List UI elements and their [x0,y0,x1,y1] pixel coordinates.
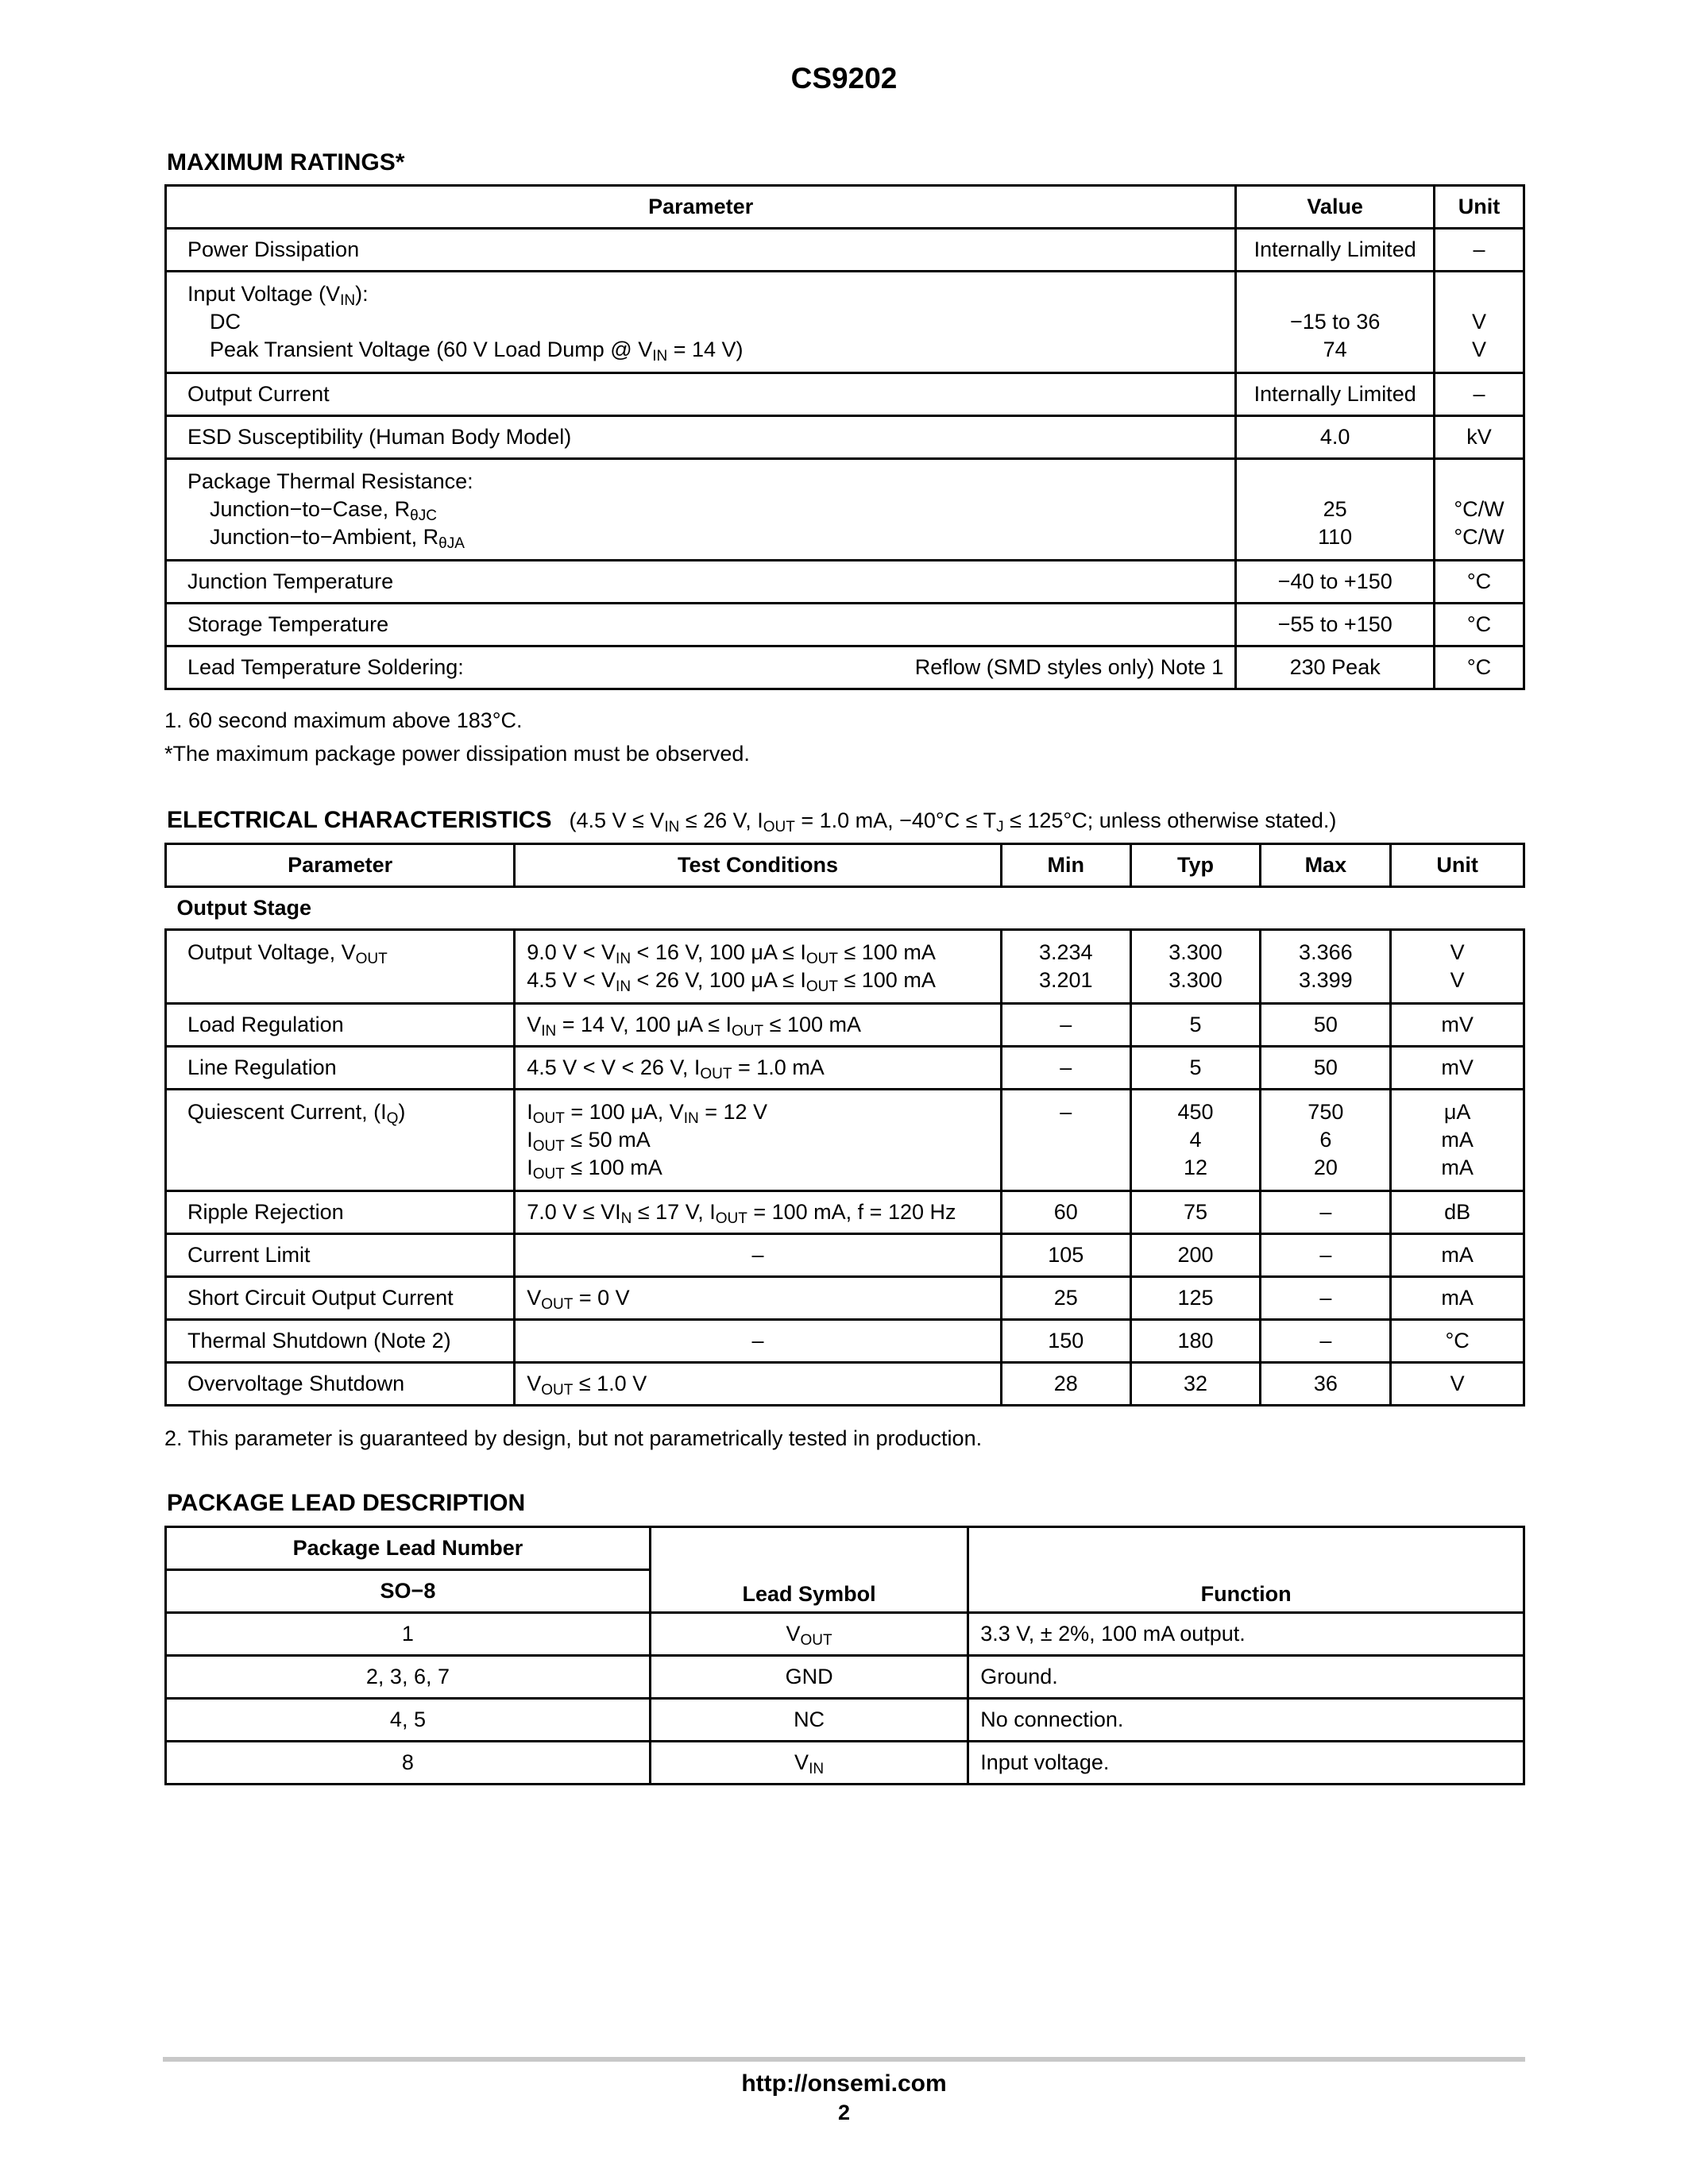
header-parameter: Parameter [166,844,515,887]
text: °C/W [1454,525,1505,549]
header-lead-number: Package Lead Number [166,1527,651,1570]
typ-cell: 125 [1130,1277,1261,1320]
text: ELECTRICAL CHARACTERISTICS [167,807,552,833]
unit-cell: mA [1391,1234,1524,1277]
header-min: Min [1001,844,1130,887]
typ-cell: 75 [1130,1191,1261,1234]
max-cell: 36 [1261,1363,1391,1406]
symbol-cell: GND [650,1656,968,1699]
subscript: θJC [410,507,437,524]
max-cell: 3.366 3.399 [1261,930,1391,1004]
table-row [166,373,1524,416]
typ-cell: 3.300 3.300 [1130,930,1261,1004]
header-so8: SO−8 [166,1570,651,1613]
elec-title [167,807,1336,834]
header-test-conditions: Test Conditions [515,844,1002,887]
min-cell: 150 [1001,1320,1130,1363]
header-lead-symbol: Lead Symbol [650,1527,968,1613]
param-cell: Load Regulation [166,1004,515,1047]
text: Lead Temperature Soldering: [187,655,464,679]
table-header-row [166,844,1524,887]
min-cell: – [1001,1090,1130,1191]
footer-divider [163,2057,1525,2062]
function-cell: 3.3 V, ± 2%, 100 mA output. [968,1613,1524,1656]
page-title: CS9202 [790,62,898,95]
table-row [166,1004,1524,1047]
min-cell: 105 [1001,1234,1130,1277]
text: V [1472,310,1487,334]
test-cell: $V_{IN} = 14$ V, 100 $\mu A \le I_{OUT} \le 100$ mA [515,1004,1002,1047]
param-cell: Current Limit [166,1234,515,1277]
min-cell: 3.234 3.201 [1001,930,1130,1004]
table-row [166,604,1524,646]
value-cell: −55 to +150 [1236,604,1435,646]
param-cell: Power Dissipation [166,229,1236,272]
param-cell [166,646,1236,689]
table-row [166,561,1524,604]
table-row [166,1090,1524,1191]
table-row [166,272,1524,373]
unit-cell: mV [1391,1047,1524,1090]
max-cell: 50 [1261,1004,1391,1047]
unit-cell: V [1391,1363,1524,1406]
test-cell: – [515,1320,1002,1363]
max-cell: – [1261,1277,1391,1320]
value-cell: −40 to +150 [1236,561,1435,604]
text: V [1472,338,1487,361]
unit-cell: mV [1391,1004,1524,1047]
param-cell: Storage Temperature [166,604,1236,646]
table-row [166,646,1524,689]
text: °C/W [1454,497,1505,521]
subscript: IN [340,292,356,309]
pkg-table [164,1526,1525,1785]
table-row [166,229,1524,272]
function-cell: Ground. [968,1656,1524,1699]
test-cell: 7.0 $V \le VI_N \le 17$ V, $I_{OUT} = 100$ mA, f = 120 Hz [515,1191,1002,1234]
pin-cell: 8 [166,1742,651,1785]
unit-cell: °C [1435,561,1524,604]
min-cell: 60 [1001,1191,1130,1234]
typ-cell: 450 4 12 [1130,1090,1261,1191]
table-row [166,1191,1524,1234]
test-cell: 4.5 V < V < 26 V, $I_{OUT} = 1.0$ mA [515,1047,1002,1090]
param-cell: ESD Susceptibility (Human Body Model) [166,416,1236,459]
min-cell: – [1001,1004,1130,1047]
test-cell: $I_{OUT} = 100$ μA, $V_{IN} = 12$ V $I_{OUT} \le 50$ mA $I_{OUT} \le 100$ mA [515,1090,1002,1191]
param-cell [166,459,1236,561]
header-function: Function [968,1527,1524,1613]
typ-cell: 5 [1130,1047,1261,1090]
min-cell: 25 [1001,1277,1130,1320]
param-cell: Thermal Shutdown (Note 2) [166,1320,515,1363]
typ-cell: 200 [1130,1234,1261,1277]
text: Junction−to−Case, R [210,497,411,521]
conditions: (4.5 $V \le V_{IN} \le 26$ V, $I_{OUT} = 1.0$ mA, $-40^\circ C \le T_J \le 125^\circ C$; unless otherwise stated.) [569,808,1337,835]
unit-cell [1435,272,1524,373]
unit-cell: °C [1391,1320,1524,1363]
unit-cell: V V [1391,930,1524,1004]
unit-cell: °C [1435,646,1524,689]
page-number: 2 [837,2101,851,2124]
header-max: Max [1261,844,1391,887]
param-cell: Output Current [166,373,1236,416]
max-cell: 50 [1261,1047,1391,1090]
max-ratings-title: MAXIMUM RATINGS* [167,149,405,176]
max-ratings-table [164,184,1525,690]
table-row [166,1047,1524,1090]
value-cell: 230 Peak [1236,646,1435,689]
min-cell: – [1001,1047,1130,1090]
group-row [166,887,1524,930]
text: Peak Transient Voltage (60 V Load Dump @ V [210,338,653,361]
param-cell: Ripple Rejection [166,1191,515,1234]
param-cell [166,272,1236,373]
min-cell: 28 [1001,1363,1130,1406]
param-cell: Output Voltage, $V_{OUT}$ [166,930,515,1004]
test-cell: – [515,1234,1002,1277]
table-row [166,1699,1524,1742]
function-cell: Input voltage. [968,1742,1524,1785]
symbol-cell: $V_{OUT}$ [650,1613,968,1656]
value-cell: 4.0 [1236,416,1435,459]
value-cell: Internally Limited [1236,373,1435,416]
param-cell: Junction Temperature [166,561,1236,604]
header-value: Value [1236,186,1435,229]
table-row [166,1742,1524,1785]
group-label: Output Stage [166,887,1524,930]
text: DC [210,310,241,334]
text: ): [355,282,369,306]
table-row [166,459,1524,561]
pkg-title: PACKAGE LEAD DESCRIPTION [167,1490,526,1516]
footer-url-link[interactable]: http://onsemi.com [741,2070,947,2097]
unit-cell: kV [1435,416,1524,459]
param-cell: Short Circuit Output Current [166,1277,515,1320]
header-unit: Unit [1435,186,1524,229]
param-cell: Quiescent Current, $(I_Q)$ [166,1090,515,1191]
footnote-1: 1. 60 second maximum above 183°C. [164,708,523,732]
table-row [166,1656,1524,1699]
param-cell: Overvoltage Shutdown [166,1363,515,1406]
pin-cell: 1 [166,1613,651,1656]
table-row [166,1363,1524,1406]
max-cell: 750 6 20 [1261,1090,1391,1191]
typ-cell: 32 [1130,1363,1261,1406]
value-cell: Internally Limited [1236,229,1435,272]
text: Input Voltage (V [187,282,341,306]
param-cell: Line Regulation [166,1047,515,1090]
test-cell: 9.0 $V < V_{IN} < 16$ V, 100 $\mu A \le I_{OUT} \le 100$ mA 4.5 $V < V_{IN} < 26$ V, 100 $\mu A \le I_{OUT} \le 100$ mA [515,930,1002,1004]
text: 25 [1323,497,1347,521]
unit-cell: – [1435,373,1524,416]
table-header-row [166,1527,1524,1570]
header-typ: Typ [1130,844,1261,887]
elec-table [164,843,1525,1406]
symbol-cell: NC [650,1699,968,1742]
pin-cell: 2, 3, 6, 7 [166,1656,651,1699]
pin-cell: 4, 5 [166,1699,651,1742]
unit-cell: μA mA mA [1391,1090,1524,1191]
unit-cell: mA [1391,1277,1524,1320]
max-cell: – [1261,1320,1391,1363]
value-cell [1236,272,1435,373]
value-cell [1236,459,1435,561]
test-cell: $V_{OUT} \le 1.0$ V [515,1363,1002,1406]
unit-cell: dB [1391,1191,1524,1234]
test-cell: $V_{OUT} = 0$ V [515,1277,1002,1320]
header-parameter: Parameter [166,186,1236,229]
text: −15 to 36 [1290,310,1381,334]
function-cell: No connection. [968,1699,1524,1742]
symbol-cell: $V_{IN}$ [650,1742,968,1785]
table-row [166,1613,1524,1656]
text: 74 [1323,338,1347,361]
subscript: IN [652,348,668,365]
footnote-2: *The maximum package power dissipation must be observed. [164,742,750,766]
table-row [166,1277,1524,1320]
table-row [166,930,1524,1004]
footnote-3: 2. This parameter is guaranteed by design, but not parametrically tested in production. [164,1426,983,1450]
max-cell: – [1261,1234,1391,1277]
text: Reflow (SMD styles only) Note 1 [914,655,1224,679]
typ-cell: 180 [1130,1320,1261,1363]
unit-cell: °C [1435,604,1524,646]
table-row [166,1234,1524,1277]
text: Package Thermal Resistance: [187,469,473,493]
typ-cell: 5 [1130,1004,1261,1047]
unit-cell: – [1435,229,1524,272]
text: Junction−to−Ambient, R [210,525,439,549]
text: = 14 V) [667,338,744,361]
text: 110 [1318,525,1353,549]
header-unit: Unit [1391,844,1524,887]
table-row [166,1320,1524,1363]
subscript: θJA [438,535,465,552]
table-header-row [166,186,1524,229]
unit-cell [1435,459,1524,561]
table-row [166,416,1524,459]
max-cell: – [1261,1191,1391,1234]
